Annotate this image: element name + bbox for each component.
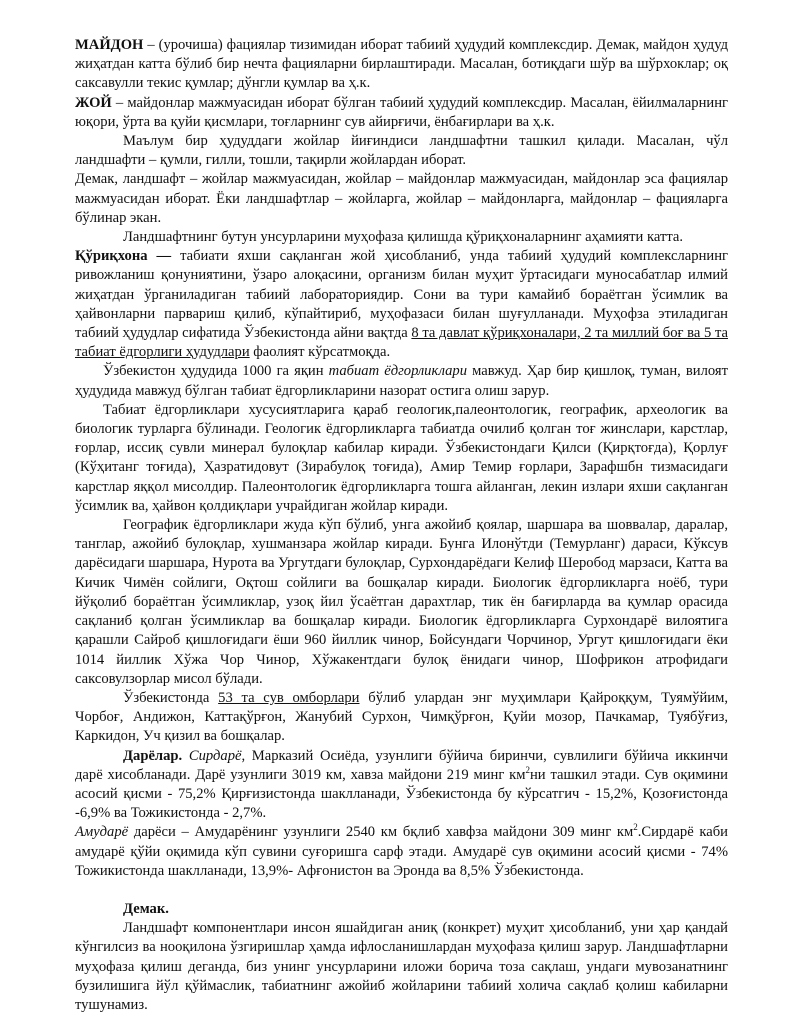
- paragraph-text: – майдонлар мажмуасидан иборат бўлган табиий ҳудудий комплексдир. Масалан, ёйилмаларнинг юқори, ўрта ва қуйи қисмлари, тоғларнинг сув айирғичи, ёнбағирлари ва ҳ.к.: [75, 94, 728, 130]
- underlined-reservoirs-count: 53 та сув омборлари: [218, 689, 360, 706]
- paragraph-rivers-syrdarya: [75, 747, 728, 824]
- italic-syrdarya: Сирдарё: [182, 747, 242, 764]
- paragraph-reservoirs: [75, 689, 728, 747]
- paragraph-text: – (урочиша) фациялар тизимидан иборат табиий ҳудудий комплексдир. Демак, майдон ҳудуд жиҳатдан катта бўлиб бир нечта фацияларни бирлаштиради. Масалан, ботиқдаги шўр ва шўрхоклар; оқ саксавулли текис қумлар; дўнгли қумлар ва ҳ.к.: [75, 37, 728, 92]
- paragraph-geographic-monuments: Географик ёдгорликлари жуда кўп бўлиб, унга ажойиб қоялар, шаршара ва шоввалар, даралар, танглар, ажойиб булоқлар, хушманзара жойлар киради. Бунга Илонўтди (Темурланг) дараси, Кўксув дарёсидаги шаршара, Нурота ва Ургутдаги булоқлар, Сурхондарёдаги Келиф Шеробод марзаси, Катта ва Кичик Чимён сойлиги, Оқтош сойлиги ва бошқалар киради. Биологик ёдгорликларга ноёб, тури йўқолиб бораётган ўсимликлар, узоқ йил ўсаётган дарахтлар, тик ён бағирларда ва қумлар орасида сақланиб қолган ўсимликлар ва бошқалар киради. Биологик ёдгорликларга Сурхондарё вилоятига қарашли Сайроб қишлоғидаги ёши 960 йиллик чинор, Бойсундаги Чорчинор, Ургут қишлоғидаги ёки 1014 йиллик Хўжа Чор Чинор, Хўжакентдаги булоқ ёнидаги чинор, Шофрикон атрофидаги саксовулзорлар мисол бўлади.: [75, 517, 728, 687]
- heading-demak: [75, 900, 728, 919]
- paragraph-text: дарёси – Амударёнинг узунлиги 2540 км бқлиб хавфза майдони 309 минг км: [128, 824, 634, 841]
- paragraph-text: фаолият кўрсатмоқда.: [249, 344, 391, 361]
- underlined-reserves-count: 8 та давлат қўриқхоналари, 2 та миллий боғ ва 5 та табиат ёдгорлиги ҳудудлари: [75, 325, 728, 361]
- paragraph-reserves-intro: Ландшафтнинг бутун унсурларини муҳофаза қилишда қўриқхоналарнинг аҳамияти катта.: [123, 229, 684, 246]
- paragraph-text: , Марказий Осиёда, узунлиги бўйича биринчи, сувлилиги бўйича иккинчи дарё хисобланади. Дарё узунлиги 3019 км, хавза майдони 219 минг км: [75, 747, 728, 783]
- paragraph-text: Ўзбекистонда: [123, 689, 219, 706]
- term-reserve: Қўриқхона —: [75, 248, 172, 265]
- paragraph-summary: Демак, ландшафт – жойлар мажмуасидан, жойлар – майдонлар мажмуасидан, майдонлар эса фациялар мажмуасидан иборат. Ёки ландшафтлар – жойларга, жойлар – майдонларга, майдонлар – фацияларга бўлинар экан.: [75, 171, 728, 226]
- superscript: 2: [525, 764, 530, 775]
- term-maydon: МАЙДОН: [75, 37, 144, 53]
- paragraph-text: Ўзбекистон ҳудудида 1000 га яқин: [103, 363, 329, 380]
- term-rivers: Дарёлар.: [123, 747, 183, 764]
- paragraph-reserve-definition: [75, 247, 728, 362]
- paragraph-joy: [75, 94, 728, 132]
- spacer: [75, 881, 728, 900]
- italic-monuments: табиат ёдгорликлари: [328, 363, 468, 380]
- superscript: 2: [633, 822, 638, 833]
- paragraph-text: ни ташкил этади. Сув оқимини асосий қисми - 75,2% Қирғизистонда шаклланади, Ўзбекистонда бу кўрсатгич - 15,2%, Қозоғистонда -6,9% ва Тожикистонда - 2,7%.: [75, 766, 728, 822]
- heading-text: Демак.: [123, 900, 169, 917]
- paragraph-text: .Сирдарё каби амударё қўйи оқимида кўп сувини суғоришга сарф этади. Амударё сув оқимини асосий қисми - 74% Тожикистонда шаклланади, 13,9%- Афғонистон ва Эронда ва 8,5% Ўзбекистонда.: [75, 824, 728, 879]
- paragraph-monument-types: Табиат ёдгорликлари хусусиятларига қараб геологик,палеонтологик, географик, археологик ва биологик турларга бўлинади. Геологик ёдгорликларга табиатда очилиб қолган тоғ жинслари, карстлар, ғорлар, иссиқ сувли минерал булоқлар кабилар киради. Ўзбекистондаги Қилси (Қирқтоғда), Қорлуғ (Кўҳитанг тоғида), Ҳазратидовут (Зирабулоқ тоғида), Амир Темир ғорлари, Зарафшбн тизмасидаги карстлар яққол мисолдир. Палеонтологик ёдгорликларга тошга айланган, лекин излари яхши сақланган ўсимлик ва, ҳайвон қолдиқлари учрайдиган жойлар киради.: [75, 401, 728, 514]
- paragraph-text: мавжуд. Ҳар бир қишлоқ, туман, вилоят ҳудудида мавжуд бўлган табиат ёдгорликларини назорат остига олиш зарур.: [75, 363, 728, 399]
- paragraph-monuments: [75, 362, 728, 400]
- term-joy: ЖОЙ: [75, 94, 112, 111]
- italic-amudarya: Амударё: [75, 824, 129, 841]
- paragraph-landscape: Маълум бир ҳудуддаги жойлар йиғиндиси ландшафтни ташкил қилади. Масалан, чўл ландшафти – қумли, гилли, тошли, тақирли жойлардан иборат.: [75, 133, 728, 169]
- paragraph-maydon: [75, 36, 728, 94]
- paragraph-text: табиати яхши сақланган жой ҳисобланиб, унда табиий ҳудудий комплексларнинг ривожланиш қонуниятини, ўзаро алоқасини, организм билан муҳит ўртасидаги муносабатлар илмий жиҳатдан ўрганиладиган табиий лабораториядир. Сони ва тури камайиб бораётган ўсимлик ва ҳайвонларни парвариш қилиб, кўпайтириб, муҳофазаси билан шуғулланади. Муҳофза этиладиган табиий ҳудудлар сифатида Ўзбекистонда айни вақтда: [75, 248, 728, 342]
- paragraph-amudarya: [75, 823, 728, 881]
- paragraph-text: бўлиб улардан энг муҳимлари Қайроққум, Туямўйим, Чорбоғ, Андижон, Каттақўрғон, Жанубий Сурхон, Чимқўрғон, Қуйи мозор, Пачкамар, Туябўғиз, Каркидон, Уч қизил ва бошқалар.: [75, 689, 728, 745]
- paragraph-conclusion: Ландшафт компонентлари инсон яшайдиган аниқ (конкрет) муҳит ҳисобланиб, уни ҳар қандай кўнгилсиз ва нооқилона ўзгиришлар ҳамда ифлосланишлардан муҳофаза қилиш зарур. Ландшафтларни муҳофаза қилиш деганда, биз унинг унсурларини иложи борича тоза сақлаш, ундаги мувозанатнинг бузилишига йўл қўймаслик, табиатнинг ажойиб жойларини табиий холича сақлаб қолиш кабиларни тушунамиз.: [75, 920, 728, 1013]
